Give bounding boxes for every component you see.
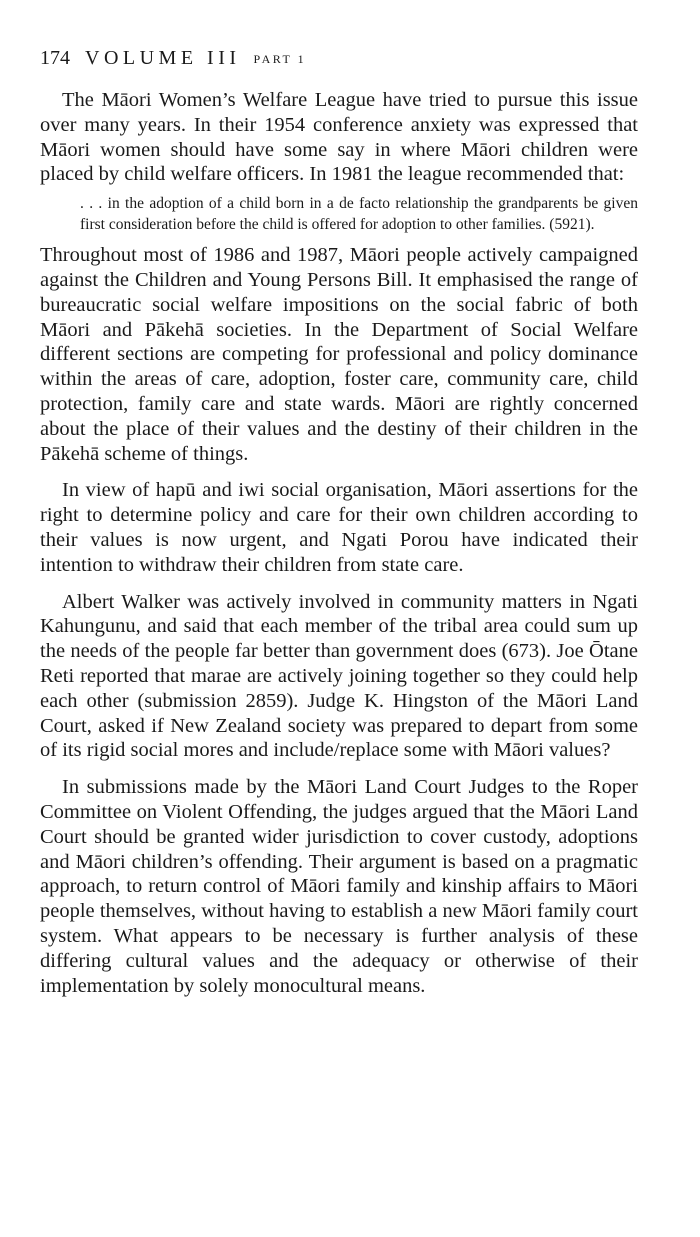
- paragraph-hapu-iwi: In view of hapū and iwi social organisation, Māori assertions for the right to determine policy and care for their own children according to their values is now urgent, and Ngati Porou have indicated their intention to withdraw their children from state care.: [40, 479, 638, 576]
- part-label: PART 1: [253, 52, 307, 66]
- paragraph-children-bill: Throughout most of 1986 and 1987, Māori people actively campaigned against the Children and Young Persons Bill. It emphasised the range of bureaucratic social welfare impositions on the social fabric of both Māori and Pākehā societies. In the Department of Social Welfare different sections are competing for professional and policy dominance within the areas of care, adoption, foster care, community care, child protection, family care and state wards. Māori are rightly concerned about the place of their values and the destiny of their children in the Pākehā scheme of things.: [40, 244, 638, 465]
- paragraph-welfare-league: The Māori Women’s Welfare League have tried to pursue this issue over many years. In their 1954 conference anxiety was expressed that Māori women should have some say in where Māori children were placed by child welfare officers. In 1981 the league recommended that:: [40, 89, 638, 186]
- running-head: [40, 46, 638, 71]
- volume-label: VOLUME III: [85, 47, 241, 69]
- paragraph-albert-walker: Albert Walker was actively involved in community matters in Ngati Kahungunu, and said that each member of the tribal area could sum up the needs of the people far better than government does (673). Joe Ōtane Reti reported that marae are actively joining together so they could help each other (submission 2859). Judge K. Hingston of the Māori Land Court, asked if New Zealand society was prepared to depart from some of its rigid social mores and include/replace some with Māori values?: [40, 590, 638, 762]
- block-quote: . . . in the adoption of a child born in a de facto relationship the grandparents be given first consideration before the child is offered for adoption to other families. (5921).: [80, 195, 638, 234]
- paragraph-land-court-judges: In submissions made by the Māori Land Court Judges to the Roper Committee on Violent Offending, the judges argued that the Māori Land Court should be granted wider jurisdiction to cover custody, adoptions and Māori children’s offending. Their argument is based on a pragmatic approach, to return control of Māori family and kinship affairs to Māori people themselves, without having to establish a new Māori family court system. What appears to be necessary is further analysis of these differing cultural values and the adequacy or otherwise of their implementation by solely monocultural means.: [40, 776, 638, 997]
- page-number: 174: [40, 47, 70, 69]
